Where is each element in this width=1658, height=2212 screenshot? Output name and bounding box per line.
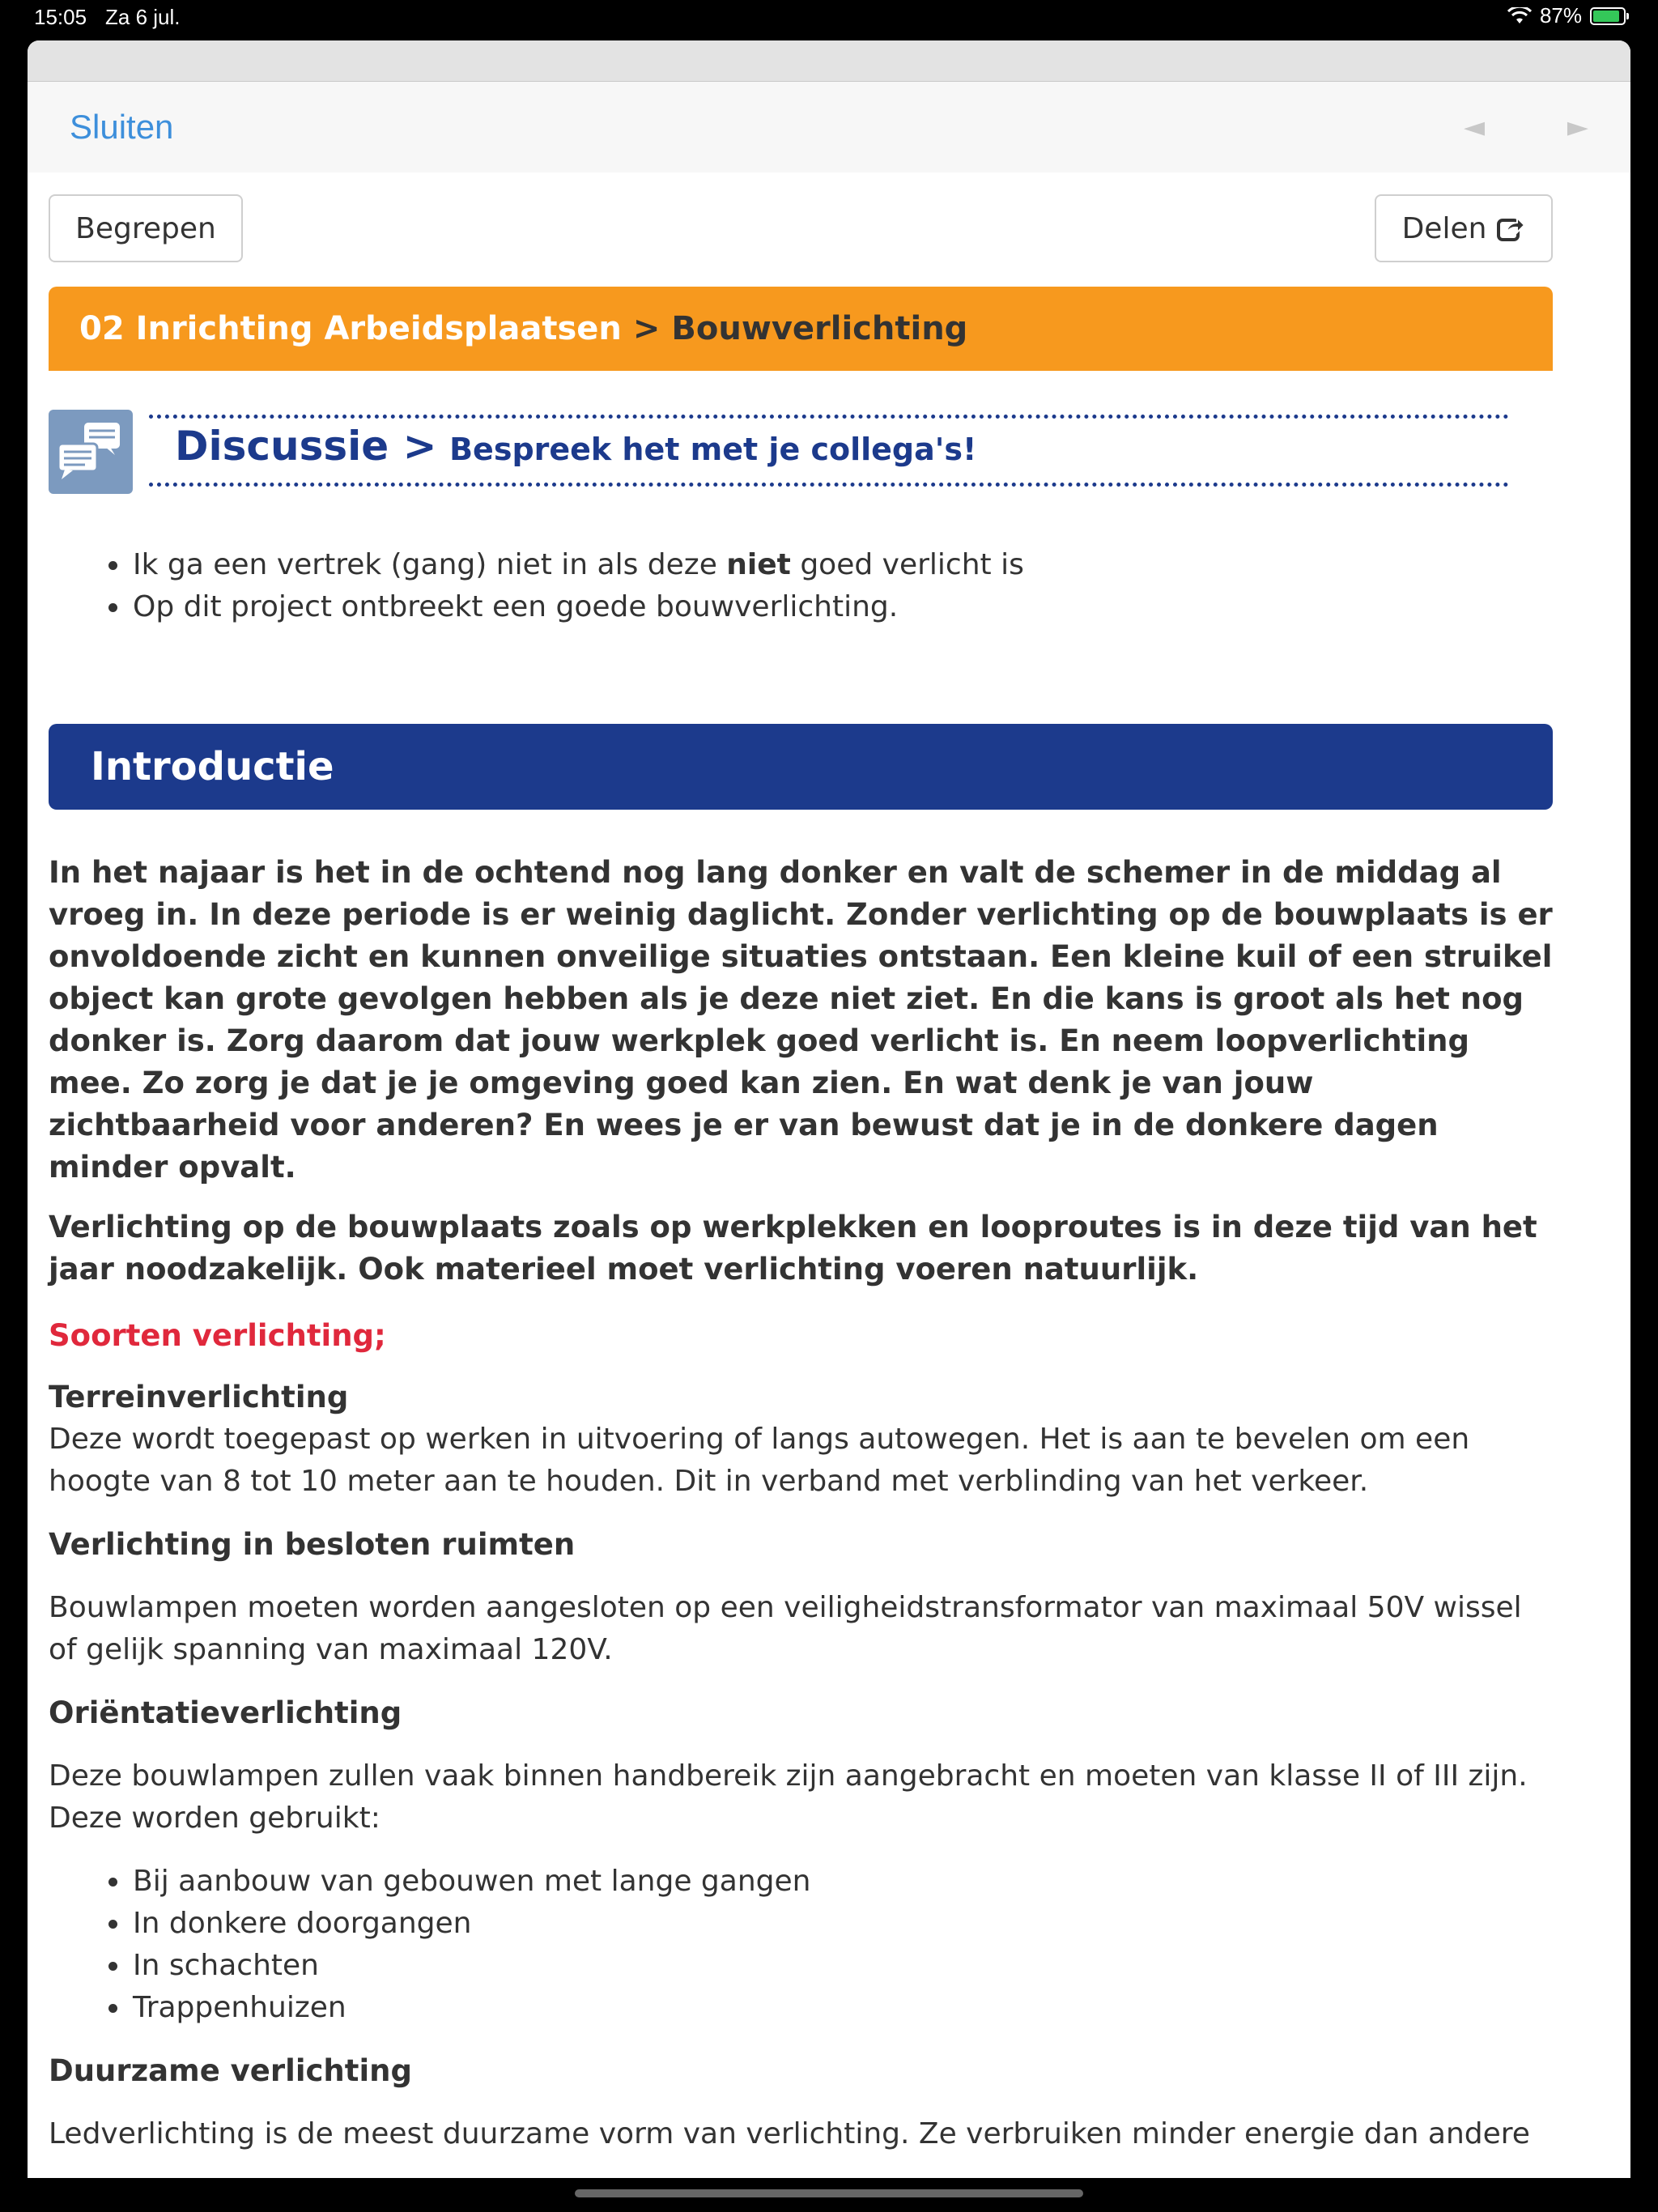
- terrein-text: Deze wordt toegepast op werken in uitvoering of langs autowegen. Het is aan te bevelen om een hoogte van 8 tot 10 meter aan te houden. Dit in verband met verblinding van het verkeer.: [49, 1423, 1470, 1498]
- breadcrumb-category[interactable]: 02 Inrichting Arbeidsplaatsen: [79, 310, 622, 347]
- begrepen-button[interactable]: [49, 194, 243, 262]
- besloten-text: Bouwlampen moeten worden aangesloten op een veiligheidstransformator van maximaal 50V wissel of gelijk spanning van maximaal 120V.: [49, 1591, 1522, 1666]
- types-heading: Soorten verlichting;: [49, 1318, 386, 1353]
- lighting-types-section: [49, 1315, 1553, 2176]
- list-item: • Op dit project ontbreekt een goede bouwverlichting.: [131, 586, 1024, 628]
- dotted-divider-bottom: [149, 483, 1509, 487]
- intro-paragraph: In het najaar is het in de ochtend nog lang donker en valt de schemer in de middag al vroeg in. In deze periode is er weinig daglicht. Zonder verlichting op de bouwplaats is er onvoldoende zicht en kunnen onveilige situaties ontstaan. Een kleine kuil of een struikel object kan grote gevolgen hebben als je deze niet ziet. En die kans is groot als het nog donker is. Zorg daarom dat jouw werkplek goed verlicht is. En neem loopverlichting mee. Zo zorg je dat je je omgeving goed kan zien. En wat denk je van jouw zichtbaarheid voor anderen? En wees je er van bewust dat je in de donkere dagen minder opvalt.: [49, 855, 1553, 1185]
- share-button[interactable]: [1375, 194, 1553, 262]
- section-heading-introductie: [49, 724, 1553, 810]
- list-item: • Bij aanbouw van gebouwen met lange gangen: [131, 1861, 1553, 1903]
- terrein-title: Terreinverlichting: [49, 1380, 349, 1414]
- chat-bubbles-icon: [49, 410, 133, 494]
- list-item: • Ik ga een vertrek (gang) niet in als deze niet goed verlicht is: [131, 544, 1024, 586]
- battery-icon: [1590, 7, 1626, 25]
- status-time: 15:05: [34, 5, 87, 29]
- previous-arrow-icon[interactable]: ◄: [1463, 111, 1485, 143]
- discussion-title: [175, 423, 976, 470]
- duurzaam-text: Ledverlichting is de meest duurzame vorm van verlichting. Ze verbruiken minder energie dan andere: [49, 2117, 1530, 2150]
- status-right: [1507, 3, 1626, 28]
- intro-paragraph: Verlichting op de bouwplaats zoals op werkplekken en looproutes is in deze tijd van het jaar noodzakelijk. Ook materieel moet verlichting voeren natuurlijk.: [49, 1210, 1537, 1287]
- orientatie-text: Deze bouwlampen zullen vaak binnen handbereik zijn aangebracht en moeten van klasse II of III zijn. Deze worden gebruikt:: [49, 1759, 1528, 1835]
- dotted-divider-top: [149, 415, 1509, 419]
- wifi-icon: [1507, 7, 1532, 25]
- intro-heading: Introductie: [91, 744, 334, 789]
- sheet-grabber[interactable]: [28, 40, 1630, 82]
- orientatie-title: Oriëntatieverlichting: [49, 1695, 402, 1730]
- discussion-title-main: Discussie >: [175, 423, 437, 470]
- status-date: Za 6 jul.: [105, 5, 181, 29]
- list-item: • In schachten: [131, 1945, 1553, 1987]
- intro-text: [49, 852, 1553, 1308]
- share-label: Delen: [1401, 211, 1487, 245]
- close-button[interactable]: Sluiten: [70, 108, 174, 146]
- next-arrow-icon[interactable]: ►: [1567, 111, 1588, 143]
- discussion-subtitle: Bespreek het met je collega's!: [449, 432, 977, 467]
- discussion-header: [49, 403, 1553, 500]
- discussion-list: [49, 544, 1024, 628]
- orientatie-list: [49, 1861, 1553, 2029]
- navigation-bar: [28, 82, 1630, 172]
- duurzaam-title: Duurzame verlichting: [49, 2053, 412, 2088]
- list-item: • Trappenhuizen: [131, 1987, 1553, 2029]
- breadcrumb: [49, 287, 1553, 371]
- begrepen-label: Begrepen: [75, 211, 216, 245]
- besloten-title: Verlichting in besloten ruimten: [49, 1527, 576, 1562]
- breadcrumb-current: Bouwverlichting: [671, 310, 968, 347]
- status-bar: [0, 0, 1658, 36]
- list-item: • In donkere doorgangen: [131, 1903, 1553, 1945]
- breadcrumb-separator: >: [632, 310, 661, 347]
- share-icon: [1496, 215, 1525, 242]
- battery-percent: 87%: [1539, 3, 1582, 28]
- home-indicator[interactable]: [575, 2189, 1083, 2197]
